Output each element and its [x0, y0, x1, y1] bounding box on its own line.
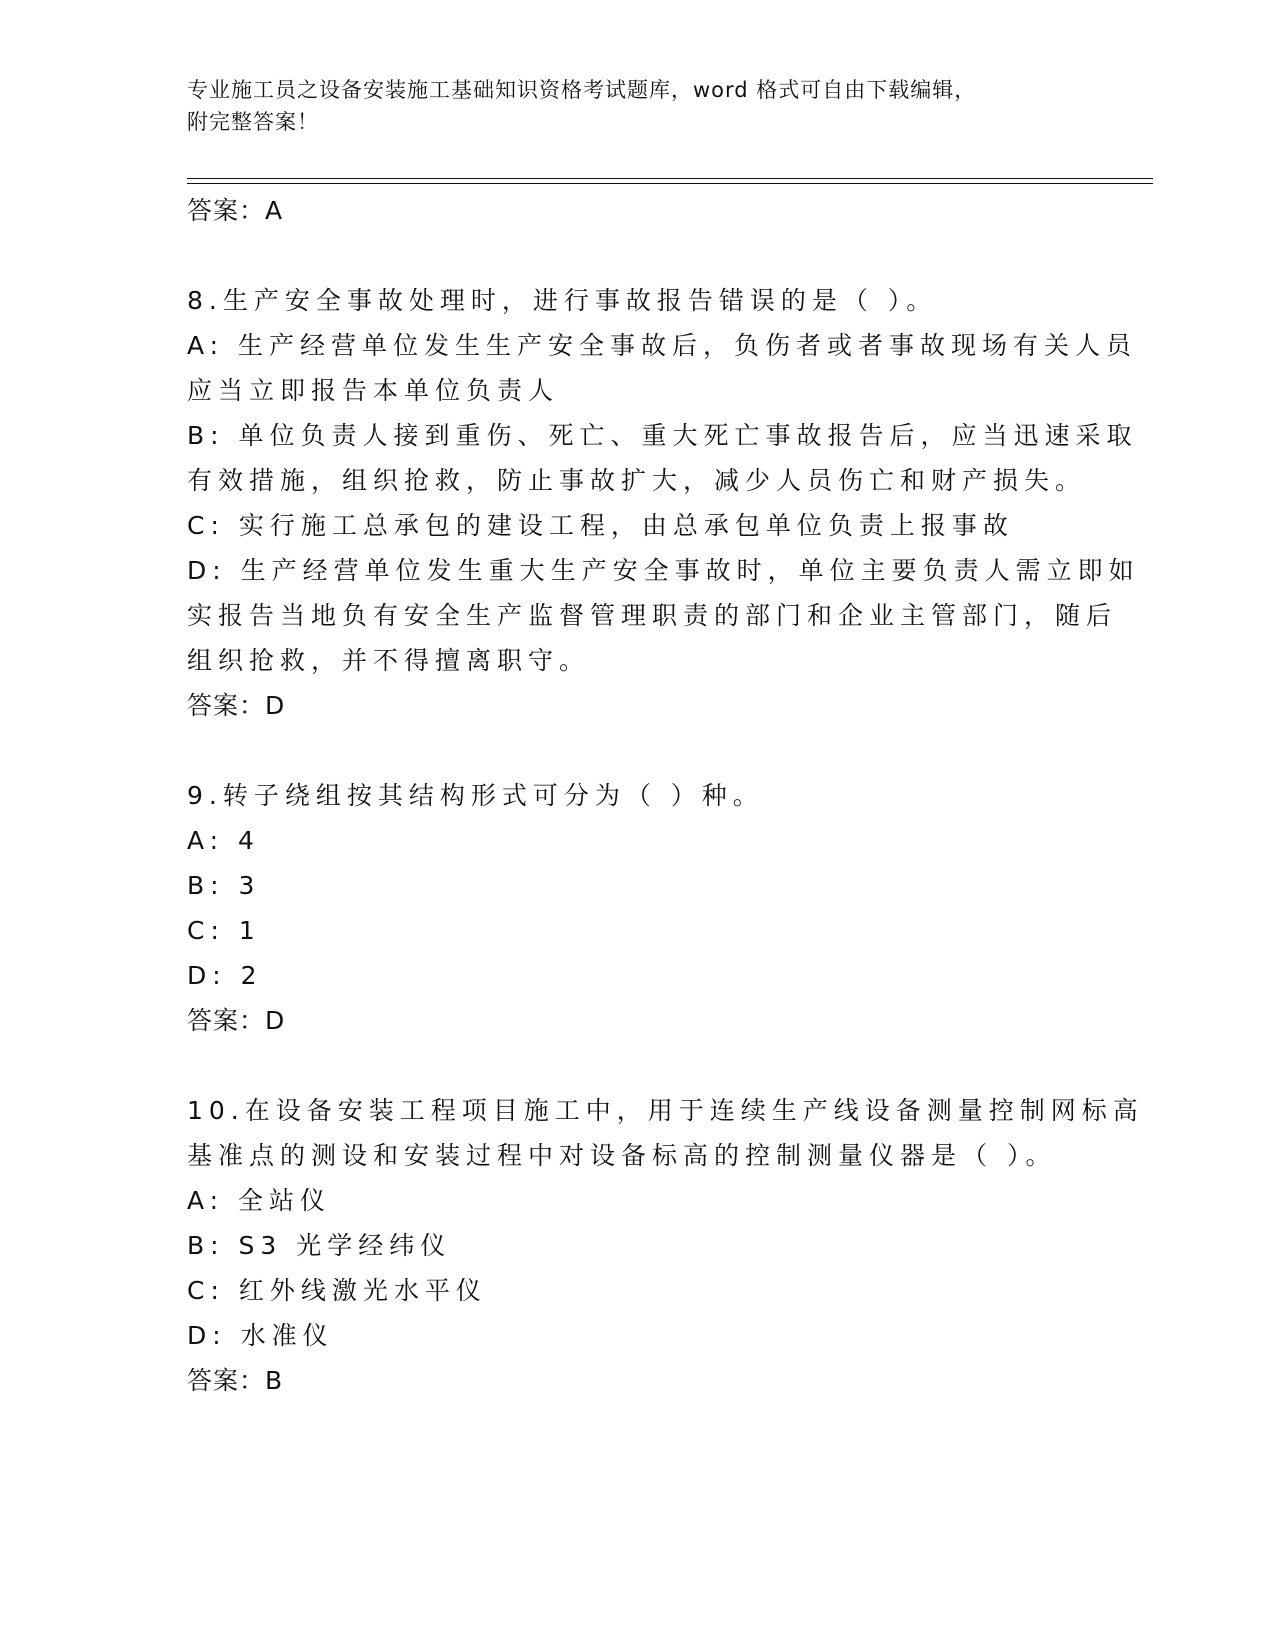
option-a: A: 4	[187, 826, 260, 855]
question-block	[187, 278, 1140, 728]
option-c: C: 红外线激光水平仪	[187, 1276, 487, 1305]
question-stem: 8.生产安全事故处理时，进行事故报告错误的是（ ）。	[187, 286, 938, 315]
answer-line: 答案：D	[187, 1006, 286, 1035]
option-c: C: 1	[187, 916, 261, 945]
question-stem: 基准点的测设和安装过程中对设备标高的控制测量仪器是（ ）。	[187, 1141, 1057, 1170]
option-b	[187, 413, 1138, 503]
option-d: D: 2	[187, 961, 263, 990]
option-d	[187, 548, 1140, 683]
spacer	[187, 233, 1087, 278]
spacer	[187, 1043, 1087, 1088]
option-d: D: 水准仪	[187, 1321, 334, 1350]
question-block	[187, 1088, 1144, 1403]
document-header	[187, 74, 1067, 138]
option-text: 实报告当地负有安全生产监督管理职责的部门和企业主管部门，随后	[187, 601, 1118, 630]
option-text: 组织抢救，并不得擅离职守。	[187, 646, 591, 675]
header-line-2: 附完整答案！	[187, 110, 319, 134]
option-text: B: 单位负责人接到重伤、死亡、重大死亡事故报告后，应当迅速采取	[187, 421, 1138, 450]
spacer	[187, 728, 1087, 773]
question-stem: 9.转子绕组按其结构形式可分为（ ）种。	[187, 781, 764, 810]
header-line-1: 专业施工员之设备安装施工基础知识资格考试题库，word 格式可自由下载编辑，	[187, 78, 977, 102]
option-a: A: 全站仪	[187, 1186, 332, 1215]
option-c	[187, 503, 1087, 548]
option-text: C: 实行施工总承包的建设工程，由总承包单位负责上报事故	[187, 511, 1014, 540]
option-a	[187, 323, 1138, 413]
option-text: D: 生产经营单位发生重大生产安全事故时，单位主要负责人需立即如	[187, 556, 1140, 585]
document-body	[187, 188, 1144, 1403]
header-rule-top	[187, 178, 1153, 179]
answer-line: 答案：B	[187, 1366, 284, 1395]
question-block	[187, 773, 1087, 1043]
answer-line: 答案：A	[187, 196, 284, 225]
answer-line: 答案：D	[187, 691, 286, 720]
option-text: 应当立即报告本单位负责人	[187, 376, 560, 405]
option-b: B: S3 光学经纬仪	[187, 1231, 452, 1260]
header-rule-bottom	[187, 183, 1153, 184]
question-stem: 10.在设备安装工程项目施工中，用于连续生产线设备测量控制网标高	[187, 1096, 1144, 1125]
option-b: B: 3	[187, 871, 261, 900]
option-text: A: 生产经营单位发生生产安全事故后，负伤者或者事故现场有关人员	[187, 331, 1138, 360]
option-text: 有效措施，组织抢救，防止事故扩大，减少人员伤亡和财产损失。	[187, 466, 1087, 495]
